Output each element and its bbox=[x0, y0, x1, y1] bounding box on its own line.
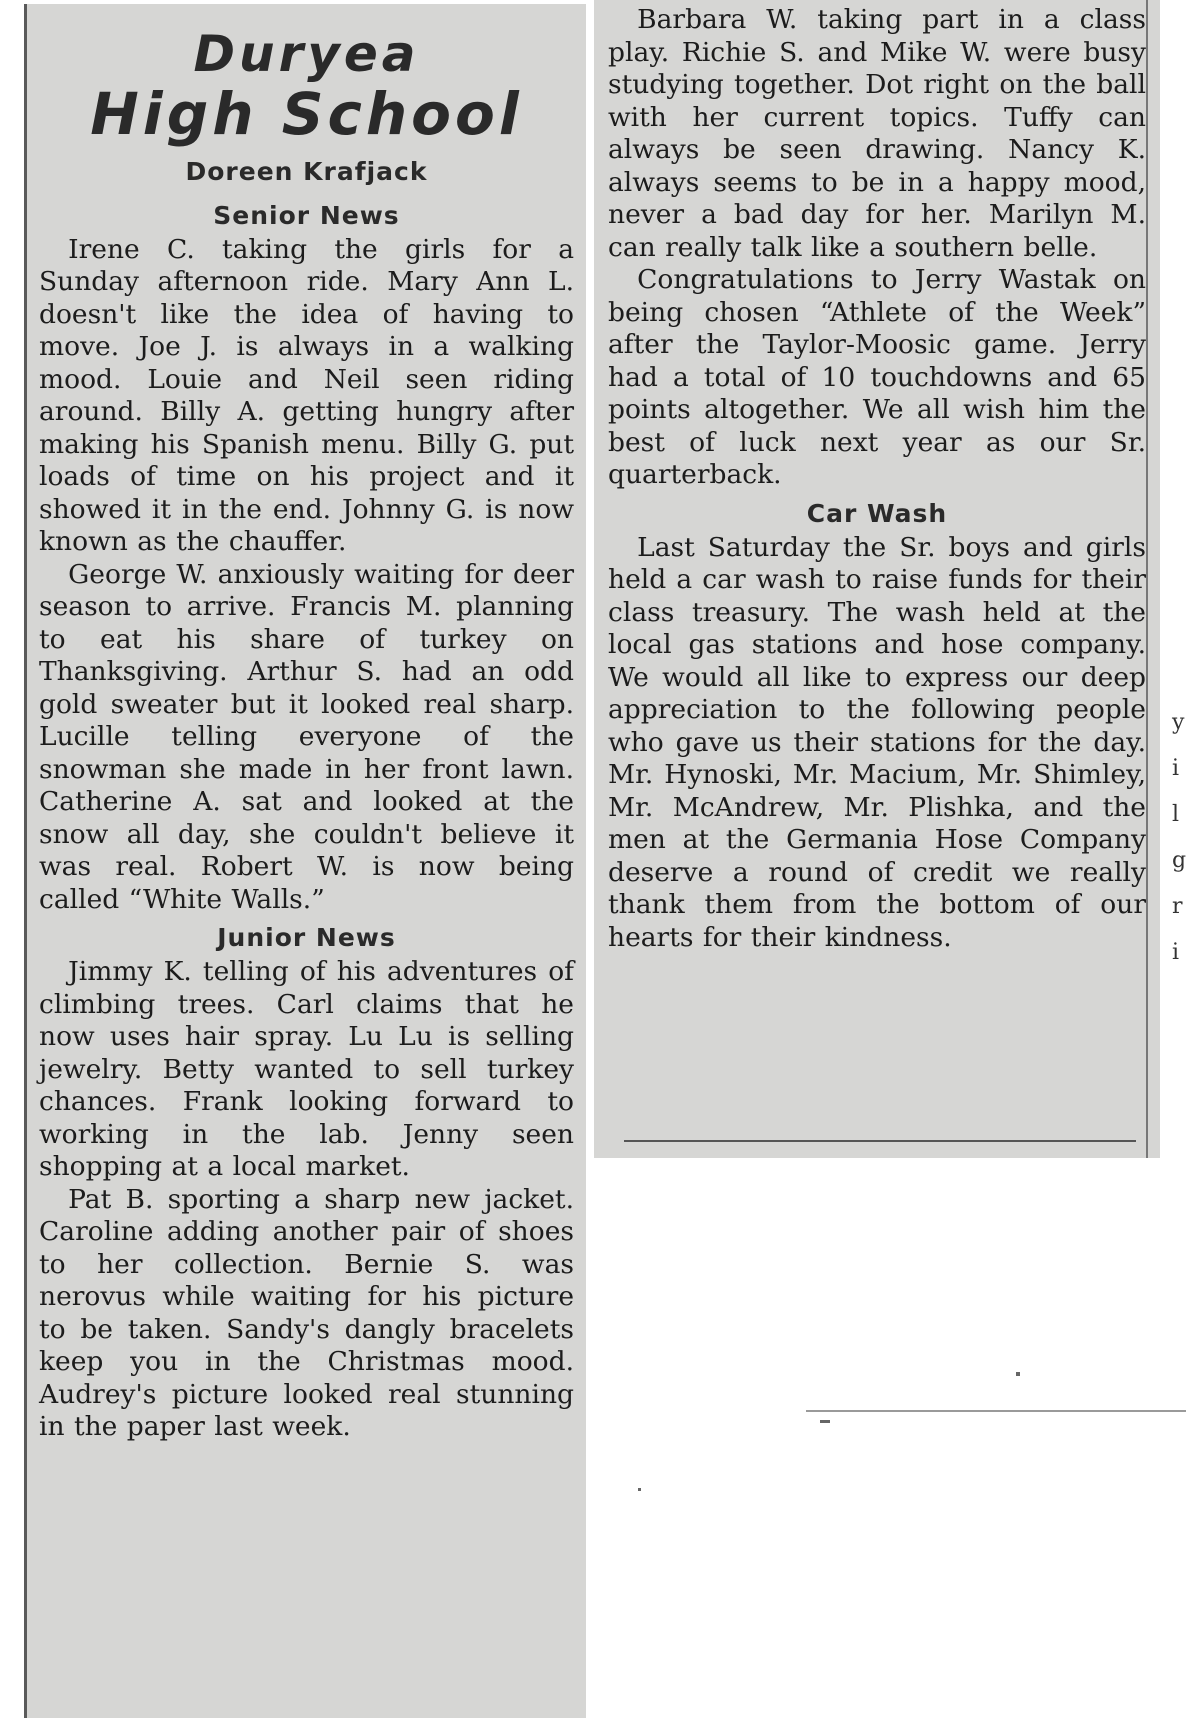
car-wash-heading: Car Wash bbox=[806, 498, 948, 528]
senior-news-paragraph-2: George W. anxiously waiting for deer season to arrive. Francis M. planning to eat his share of turkey on Thanksgiving. Arthur S. had an odd gold sweater but it looked real sharp. Lucille telling everyone of the snowman she made in her front lawn. Catherine A. sat and looked at the snow all day, she couldn't believe it was real. Robert W. is now being called “White Walls.” bbox=[39, 558, 574, 915]
car-wash-paragraph: Last Saturday the Sr. boys and girls held a car wash to raise funds for their class treasury. The wash held at the local gas stations and hose company. We would all like to express our deep appreciation to the following people who gave us their stations for the day. Mr. Hynoski, Mr. Macium, Mr. Shimley, Mr. McAndrew, Mr. Plishka, and the men at the Germania Hose Company deserve a round of credit we really thank them from the bottom of our hearts for their kindness. bbox=[608, 531, 1146, 953]
senior-news-heading: Senior News bbox=[213, 200, 400, 230]
fragment-letter: r bbox=[1172, 894, 1183, 919]
fragment-letter: i bbox=[1172, 756, 1180, 781]
scan-artifact-line bbox=[806, 1410, 1186, 1412]
byline: Doreen Krafjack bbox=[185, 156, 428, 186]
continued-senior-paragraph: Barbara W. taking part in a class play. Richie S. and Mike W. were busy studying together. Dot right on the ball with her current topics. Tuffy can always be seen drawing. Nancy K. always seems to be in a happy mood, never a bad day for her. Marilyn M. can really talk like a southern belle. bbox=[608, 4, 1146, 263]
junior-news-paragraph-2: Pat B. sporting a sharp new jacket. Caroline adding another pair of shoes to her collection. Bernie S. was nerovus while waiting for his picture to be taken. Sandy's dangly bracelets keep you in the Christmas mood. Audrey's picture looked real stunning in the paper last week. bbox=[39, 1183, 574, 1443]
masthead-line-2: High School bbox=[90, 80, 523, 148]
scan-artifact-dot bbox=[638, 1488, 641, 1491]
column-end-rule bbox=[624, 1140, 1136, 1142]
junior-news-paragraph-1: Jimmy K. telling of his adventures of climbing trees. Carl claims that he now uses hair spray. Lu Lu is selling jewelry. Betty wanted to sell turkey chances. Frank looking forward to working in the lab. Jenny seen shopping at a local market. bbox=[39, 956, 574, 1183]
junior-news-heading: Junior News bbox=[217, 923, 396, 953]
fragment-letter: i bbox=[1172, 940, 1180, 965]
senior-news-paragraph-1: Irene C. taking the girls for a Sunday afternoon ride. Mary Ann L. doesn't like the idea of having to move. Joe J. is always in a walking mood. Louie and Neil seen riding around. Billy A. getting hungry after making his Spanish menu. Billy G. put loads of time on his project and it showed it in the end. Johnny G. is now known as the chauffer. bbox=[39, 233, 574, 558]
article-column-left bbox=[24, 4, 586, 1718]
fragment-letter: l bbox=[1172, 802, 1180, 827]
fragment-letter: y bbox=[1172, 710, 1185, 735]
scan-artifact-dot bbox=[1016, 1372, 1020, 1376]
article-column-right bbox=[594, 0, 1160, 1158]
athlete-paragraph: Congratulations to Jerry Wastak on being chosen “Athlete of the Week” after the Taylor-Moosic game. Jerry had a total of 10 touchdowns and 65 points altogether. We all wish him the best of luck next year as our Sr. quarterback. bbox=[608, 264, 1146, 490]
adjacent-column-fragment bbox=[1172, 700, 1192, 976]
masthead-line-1: Duryea bbox=[193, 25, 420, 83]
fragment-letter: g bbox=[1172, 848, 1187, 873]
clipping-edge bbox=[1146, 0, 1158, 1158]
scan-artifact-mark bbox=[820, 1420, 830, 1423]
